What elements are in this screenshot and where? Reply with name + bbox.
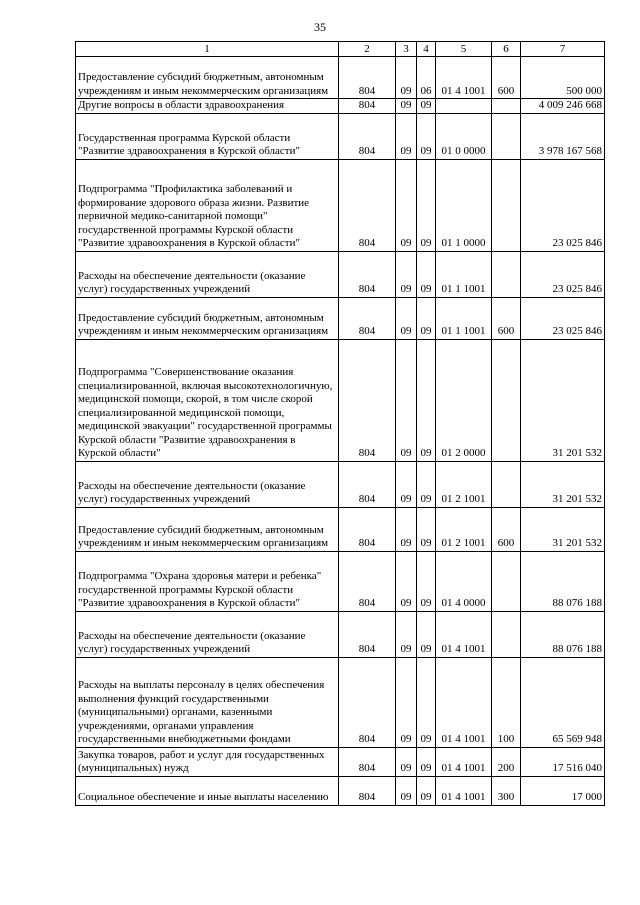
row-expense-type: 600: [492, 57, 521, 99]
header-col-expense-type: 6: [492, 42, 521, 57]
row-section: 09: [396, 611, 417, 657]
row-amount: 23 025 846: [521, 297, 605, 339]
row-subsection: 09: [417, 507, 436, 551]
row-section: 09: [396, 159, 417, 251]
row-section: 09: [396, 113, 417, 159]
row-target: 01 4 1001: [436, 657, 492, 747]
row-section: 09: [396, 251, 417, 297]
row-amount: 31 201 532: [521, 461, 605, 507]
row-section: 09: [396, 297, 417, 339]
table-row: [76, 57, 605, 99]
table-row: [76, 747, 605, 776]
header-col-amount: 7: [521, 42, 605, 57]
row-target: 01 1 1001: [436, 297, 492, 339]
row-expense-type: 300: [492, 776, 521, 805]
header-col-subsection: 4: [417, 42, 436, 57]
row-section: 09: [396, 657, 417, 747]
row-amount: 17 516 040: [521, 747, 605, 776]
row-subsection: 06: [417, 57, 436, 99]
row-expense-type: [492, 461, 521, 507]
row-target: 01 2 1001: [436, 461, 492, 507]
row-name: Расходы на обеспечение деятельности (оказание услуг) государственных учреждений: [76, 461, 339, 507]
row-amount: 31 201 532: [521, 507, 605, 551]
row-expense-type: 600: [492, 297, 521, 339]
row-subsection: 09: [417, 657, 436, 747]
row-target: 01 4 0000: [436, 551, 492, 611]
row-subsection: 09: [417, 113, 436, 159]
row-expense-type: [492, 611, 521, 657]
row-expense-type: 200: [492, 747, 521, 776]
row-amount: 23 025 846: [521, 159, 605, 251]
table-row: [76, 611, 605, 657]
row-subsection: 09: [417, 611, 436, 657]
row-admin: 804: [339, 339, 396, 461]
row-expense-type: [492, 339, 521, 461]
row-amount: 17 000: [521, 776, 605, 805]
row-target: 01 1 1001: [436, 251, 492, 297]
table-row: [76, 461, 605, 507]
row-target: [436, 99, 492, 114]
row-target: 01 2 1001: [436, 507, 492, 551]
row-section: 09: [396, 507, 417, 551]
row-expense-type: [492, 113, 521, 159]
row-admin: 804: [339, 551, 396, 611]
row-subsection: 09: [417, 251, 436, 297]
row-amount: 4 009 246 668: [521, 99, 605, 114]
table-row: [76, 339, 605, 461]
row-name: Закупка товаров, работ и услуг для государственных (муниципальных) нужд: [76, 747, 339, 776]
row-expense-type: [492, 251, 521, 297]
row-name: Предоставление субсидий бюджетным, автономным учреждениям и иным некоммерческим организациям: [76, 57, 339, 99]
header-col-name: 1: [76, 42, 339, 57]
table-row: [76, 297, 605, 339]
header-col-target: 5: [436, 42, 492, 57]
budget-table: [75, 41, 605, 806]
row-admin: 804: [339, 657, 396, 747]
row-name: Предоставление субсидий бюджетным, автономным учреждениям и иным некоммерческим организациям: [76, 507, 339, 551]
row-target: 01 4 1001: [436, 776, 492, 805]
table-row: [76, 113, 605, 159]
row-admin: 804: [339, 461, 396, 507]
row-target: 01 1 0000: [436, 159, 492, 251]
row-admin: 804: [339, 99, 396, 114]
row-subsection: 09: [417, 297, 436, 339]
row-expense-type: 100: [492, 657, 521, 747]
row-admin: 804: [339, 297, 396, 339]
row-subsection: 09: [417, 159, 436, 251]
page-number: 35: [314, 20, 326, 34]
table-row: [76, 657, 605, 747]
row-admin: 804: [339, 113, 396, 159]
header-col-admin: 2: [339, 42, 396, 57]
row-expense-type: [492, 99, 521, 114]
row-subsection: 09: [417, 99, 436, 114]
row-subsection: 09: [417, 747, 436, 776]
row-name: Расходы на обеспечение деятельности (оказание услуг) государственных учреждений: [76, 251, 339, 297]
row-section: 09: [396, 339, 417, 461]
row-subsection: 09: [417, 551, 436, 611]
row-subsection: 09: [417, 339, 436, 461]
row-name: Подпрограмма "Профилактика заболеваний и формирование здорового образа жизни. Развитие первичной медико-санитарной помощи" государственной программы Курской области "Развитие здравоохранения в Курской области": [76, 159, 339, 251]
row-name: Расходы на обеспечение деятельности (оказание услуг) государственных учреждений: [76, 611, 339, 657]
table-row: [76, 99, 605, 114]
row-section: 09: [396, 776, 417, 805]
row-amount: 88 076 188: [521, 611, 605, 657]
row-section: 09: [396, 461, 417, 507]
row-name: Подпрограмма "Совершенствование оказания специализированной, включая высокотехнологичную, медицинской помощи, скорой, в том числе скорой специализированной медицинской помощи, медицинской эвакуации" государственной программы Курской области "Развитие здравоохранения в Курской области": [76, 339, 339, 461]
row-name: Подпрограмма "Охрана здоровья матери и ребенка" государственной программы Курской области "Развитие здравоохранения в Курской области": [76, 551, 339, 611]
row-expense-type: 600: [492, 507, 521, 551]
header-row: [76, 42, 605, 57]
table-row: [76, 776, 605, 805]
row-admin: 804: [339, 611, 396, 657]
row-amount: 31 201 532: [521, 339, 605, 461]
header-col-section: 3: [396, 42, 417, 57]
row-target: 01 2 0000: [436, 339, 492, 461]
row-amount: 500 000: [521, 57, 605, 99]
row-subsection: 09: [417, 461, 436, 507]
row-amount: 88 076 188: [521, 551, 605, 611]
row-admin: 804: [339, 159, 396, 251]
row-name: Другие вопросы в области здравоохранения: [76, 99, 339, 114]
row-expense-type: [492, 159, 521, 251]
row-target: 01 0 0000: [436, 113, 492, 159]
row-section: 09: [396, 747, 417, 776]
row-name: Государственная программа Курской области "Развитие здравоохранения в Курской области": [76, 113, 339, 159]
row-section: 09: [396, 99, 417, 114]
row-target: 01 4 1001: [436, 611, 492, 657]
row-target: 01 4 1001: [436, 747, 492, 776]
row-target: 01 4 1001: [436, 57, 492, 99]
table-row: [76, 551, 605, 611]
row-admin: 804: [339, 507, 396, 551]
row-admin: 804: [339, 251, 396, 297]
table-row: [76, 507, 605, 551]
table-row: [76, 159, 605, 251]
row-admin: 804: [339, 776, 396, 805]
row-amount: 23 025 846: [521, 251, 605, 297]
row-subsection: 09: [417, 776, 436, 805]
row-amount: 3 978 167 568: [521, 113, 605, 159]
row-expense-type: [492, 551, 521, 611]
row-section: 09: [396, 551, 417, 611]
row-name: Социальное обеспечение и иные выплаты населению: [76, 776, 339, 805]
row-name: Предоставление субсидий бюджетным, автономным учреждениям и иным некоммерческим организациям: [76, 297, 339, 339]
row-section: 09: [396, 57, 417, 99]
row-admin: 804: [339, 57, 396, 99]
row-name: Расходы на выплаты персоналу в целях обеспечения выполнения функций государственными (муниципальными) органами, казенными учреждениями, органами управления государственными внебюджетными фондами: [76, 657, 339, 747]
row-admin: 804: [339, 747, 396, 776]
table-row: [76, 251, 605, 297]
row-amount: 65 569 948: [521, 657, 605, 747]
